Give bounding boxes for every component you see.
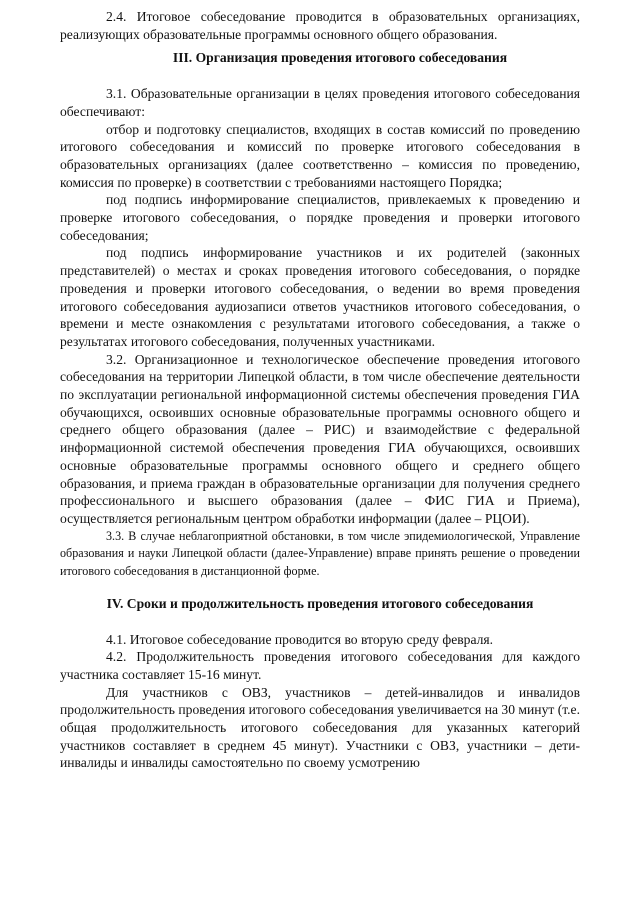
paragraph-4-1: 4.1. Итоговое собеседование проводится во вторую среду февраля. <box>106 631 494 647</box>
paragraph-3-1-c: под подпись информирование участников и их родителей (законных представителей) о местах и сроках проведения итогового собеседования, о порядке проведения и проверки итогового собеседования, о ведении во время проведения итогового собеседования аудиозаписи ответов участников итогового собеседования, о времени и месте ознакомления с результатами итогового собеседования, а также о результатах итогового собеседования, полученных участниками. <box>60 245 580 349</box>
paragraph-4-2-a: Для участников с ОВЗ, участников – детей-инвалидов и инвалидов продолжительность проведения итогового собеседования увеличивается на 30 минут (т.е. общая продолжительность итогового собеседования для указанных категорий участников составляет в среднем 45 минут). Участники с ОВЗ, участники – дети-инвалиды и инвалиды самостоятельно по своему усмотрению <box>60 684 580 771</box>
document-page <box>60 8 580 772</box>
paragraph-3-3: 3.3. В случае неблагоприятной обстановки, в том числе эпидемиологической, Управление образования и науки Липецкой области (далее-Управление) вправе принять решение о проведении итогового собеседования в дистанционной форме. <box>60 528 580 579</box>
paragraph-3-2: 3.2. Организационное и технологическое обеспечение проведения итогового собеседования на территории Липецкой области, в том числе обеспечение деятельности по эксплуатации региональной информационной системы обеспечения проведения ГИА обучающихся, освоивших основные образовательные программы основного общего и среднего общего образования (далее – РИС) и взаимодействие с федеральной информационной системой обеспечения проведения ГИА обучающихся, освоивших основные образовательные программы основного общего и среднего общего образования, и приема граждан в образовательные организации для получения среднего профессионального и высшего образования (далее – ФИС ГИА и Приема), осуществляется региональным центром обработки информации (далее – РЦОИ). <box>60 351 580 526</box>
section-4-heading: IV. Сроки и продолжительность проведения итогового собеседования <box>106 595 534 611</box>
paragraph-4-2: 4.2. Продолжительность проведения итогового собеседования для каждого участника составляет 15-16 минут. <box>60 649 580 682</box>
paragraph-2-4: 2.4. Итоговое собеседование проводится в образовательных организациях, реализующих образовательные программы основного общего образования. <box>60 9 580 42</box>
section-3-heading: III. Организация проведения итогового собеседования <box>172 50 508 66</box>
paragraph-3-1: 3.1. Образовательные организации в целях проведения итогового собеседования обеспечивают: <box>60 86 580 119</box>
paragraph-3-1-b: под подпись информирование специалистов, привлекаемых к проведению и проверке итогового собеседования, о порядке проведения и проверки итогового собеседования; <box>60 192 580 243</box>
paragraph-3-1-a: отбор и подготовку специалистов, входящих в состав комиссий по проведению итогового собеседования и комиссий по проверке итогового собеседования в образовательных организациях (далее соответственно – комиссия по проведению, комиссия по проверке) в соответствии с требованиями настоящего Порядка; <box>60 121 580 190</box>
